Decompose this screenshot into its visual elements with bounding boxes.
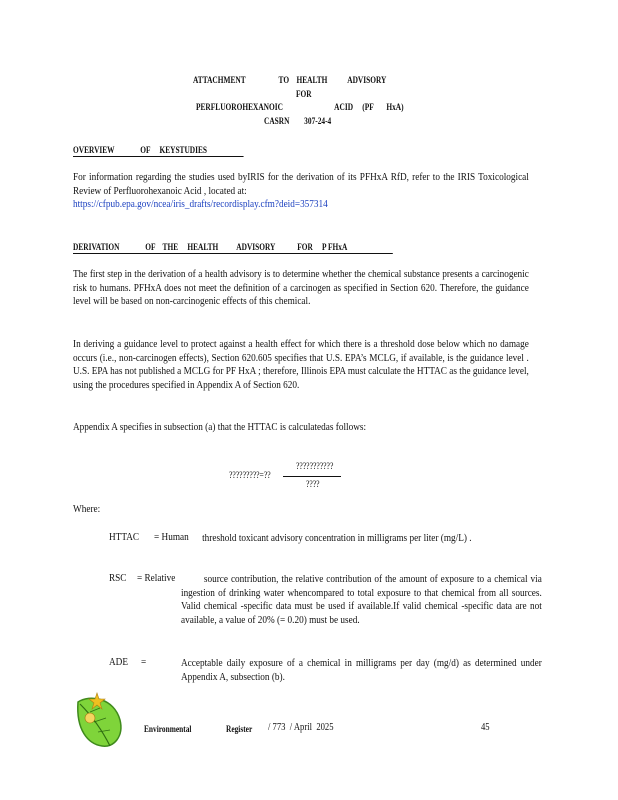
def-sep-ade: = [141,657,147,668]
formula-fraction-bar [283,476,341,477]
title-line-3: PERFLUOROHEXANOIC ACID (PF HxA) [196,102,404,112]
where-label: Where: [73,504,101,515]
iris-link[interactable]: https://cfpub.epa.gov/ncea/iris_drafts/recordisplay.cfm?deid=357314 [73,199,328,211]
def-term-rsc: RSC [109,573,127,584]
def-term-httac: HTTAC [109,532,140,543]
leaf-logo-icon [70,690,126,750]
footer-publication-name: Environmental [144,724,192,734]
illinois-register-logo [70,690,126,750]
footer-register: Register [226,724,253,734]
title-line-4: CASRN 307-24-4 [264,116,332,126]
overview-heading: OVERVIEW OF KEYSTUDIES [73,145,244,157]
formula-left: ?????????=?? [229,470,271,480]
title-line-2: FOR [296,89,312,99]
overview-body: For information regarding the studies used byIRIS for the derivation of its PFHxA RfD, refer to the IRIS Toxicological Review of Perfluorohexanoic Acid , located at: [73,172,529,197]
derivation-para-3: Appendix A specifies in subsection (a) that the HTTAC is calculatedas follows: [73,422,367,433]
overview-text [73,171,529,212]
derivation-para-1: The first step in the derivation of a health advisory is to determine whether the chemical substance presents a carcinogenic risk to humans. PFHxA does not meet the definition of a carcinogen as specified in Section 620. Therefore, the guidance level will be based on non-carcinogenic effects of this chemical. [73,269,529,308]
def-text-httac: threshold toxicant advisory concentration in milligrams per liter (mg/L) . [202,533,472,544]
derivation-heading: DERIVATION OF THE HEALTH ADVISORY FOR P FHxA [73,242,393,254]
title-line-1: ATTACHMENT TO HEALTH ADVISORY [193,75,387,85]
def-term-ade: ADE [109,657,129,668]
def-text-ade: Acceptable daily exposure of a chemical in milligrams per day (mg/d) as determined under Appendix A, subsection (b). [181,658,542,683]
def-text-rsc: source contribution, the relative contribution of the amount of exposure to a chemical via ingestion of drinking water whencompared to total exposure to that chemical from all sources. Valid chemical -specific data must be used if available.If valid chemical -specific data are not available, a value of 20% (= 0.20) must be used. [181,574,542,626]
formula-denominator: ???? [306,479,320,489]
formula-numerator: ??????????? [296,461,334,471]
def-sep-httac: = Human [154,532,189,543]
derivation-para-2: In deriving a guidance level to protect against a health effect for which there is a threshold dose below which no damage occurs (i.e., non-carcinogen effects), Section 620.605 specifies that U.S. EPA’s MCLG, if available, is the guidance level . U.S. EPA has not published a MCLG for PF HxA ; therefore, Illinois EPA must calculate the HTTAC as the guidance level, using the procedures specified in Appendix A of Section 620. [73,339,529,391]
def-sep-rsc: = Relative [137,573,176,584]
footer-issue: / 773 / April 2025 [268,722,334,733]
page-number: 45 [481,722,490,733]
